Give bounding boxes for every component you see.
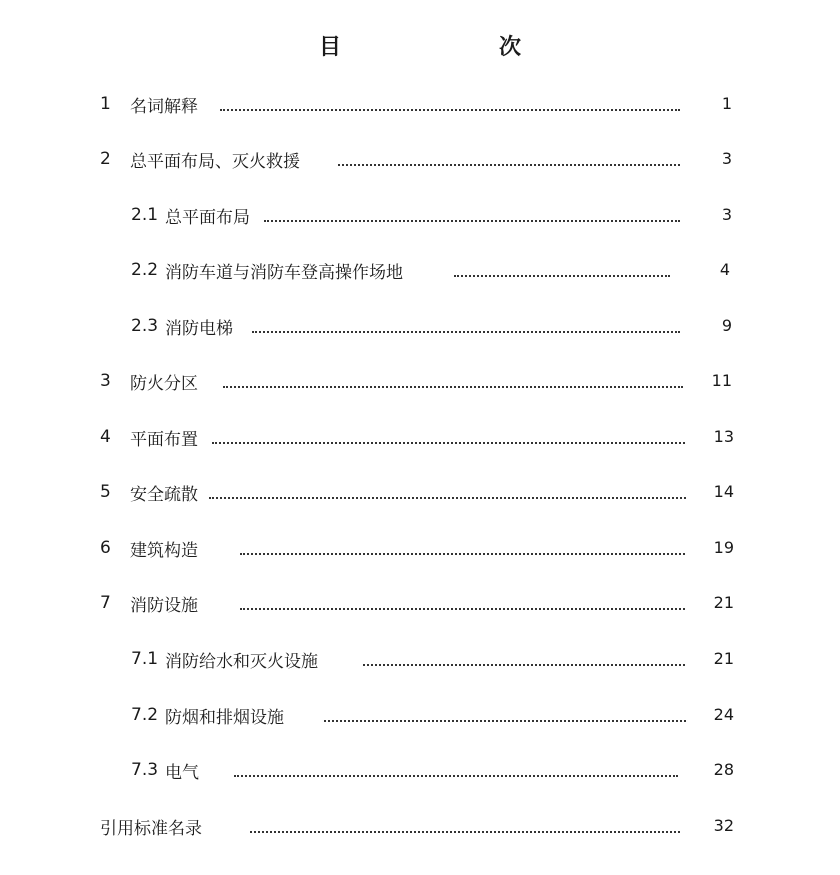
toc-entry-page: 28 [713, 760, 734, 779]
toc-entry-page: 14 [713, 482, 734, 501]
toc-entry-label: 平面布置 [130, 429, 198, 450]
toc-entry-page: 3 [721, 149, 732, 168]
toc-entry[interactable] [131, 255, 403, 285]
toc-leader [363, 664, 685, 666]
toc-entry[interactable] [131, 700, 284, 730]
toc-entry-page: 32 [713, 816, 734, 835]
toc-entry-page: 4 [719, 260, 730, 279]
toc-entry-number: 7.2 [131, 705, 159, 725]
toc-leader [324, 720, 686, 722]
toc-leader [209, 497, 686, 499]
toc-entry-number: 2.3 [131, 316, 159, 336]
toc-entry-number: 2 [100, 149, 111, 169]
toc-entry-page: 11 [711, 371, 732, 390]
toc-leader [220, 109, 680, 111]
toc-entry-page: 13 [713, 427, 734, 446]
toc-leader [240, 608, 685, 610]
toc-leader [223, 386, 683, 388]
toc-entry[interactable] [131, 755, 199, 785]
toc-leader [252, 331, 680, 333]
toc-entry[interactable] [100, 422, 198, 452]
toc-entry[interactable] [100, 533, 198, 563]
toc-entry-page: 21 [713, 593, 734, 612]
toc-entry-label: 防火分区 [130, 373, 198, 394]
toc-entry[interactable] [131, 644, 318, 674]
toc-leader [264, 220, 680, 222]
toc-leader [250, 831, 680, 833]
toc-entry[interactable] [100, 89, 198, 119]
toc-entry-label: 消防给水和灭火设施 [165, 651, 318, 672]
toc-leader [212, 442, 685, 444]
toc-entry-number: 2.2 [131, 260, 159, 280]
toc-entry[interactable] [100, 588, 198, 618]
toc-entry-page: 19 [713, 538, 734, 557]
toc-leader [234, 775, 678, 777]
toc-entry-page: 1 [721, 94, 732, 113]
toc-leader [338, 164, 680, 166]
toc-entry-label: 安全疏散 [130, 484, 198, 505]
toc-entry-number: 5 [100, 482, 111, 502]
toc-entry-page: 9 [721, 316, 732, 335]
toc-entry-number: 2.1 [131, 205, 159, 225]
toc-entry-label: 消防电梯 [165, 318, 233, 339]
toc-entry-label: 总平面布局 [165, 207, 250, 228]
toc-entry-page: 24 [713, 705, 734, 724]
toc-entry-label: 电气 [165, 762, 199, 783]
toc-entry-label: 引用标准名录 [100, 818, 202, 839]
toc-entry-number: 1 [100, 94, 111, 114]
toc-entry-number: 6 [100, 538, 111, 558]
toc-entry[interactable] [100, 477, 198, 507]
toc-entry-label: 消防车道与消防车登高操作场地 [165, 262, 403, 283]
page-title: 目 次 [318, 35, 559, 60]
toc-entry-number: 7 [100, 593, 111, 613]
toc-leader [454, 275, 670, 277]
toc-entry[interactable] [100, 366, 198, 396]
toc-entry[interactable] [131, 200, 250, 230]
toc-entry-label: 防烟和排烟设施 [165, 707, 284, 728]
toc-entry-page: 21 [713, 649, 734, 668]
toc-entry-label: 总平面布局、灭火救援 [130, 151, 300, 172]
toc-entry-number: 7.1 [131, 649, 159, 669]
toc-entry-label: 消防设施 [130, 595, 198, 616]
toc-entry[interactable] [100, 144, 300, 174]
toc-leader [240, 553, 685, 555]
toc-entry-number: 7.3 [131, 760, 159, 780]
toc-entry-label: 建筑构造 [130, 540, 198, 561]
toc-entry-number: 3 [100, 371, 111, 391]
toc-entry-number: 4 [100, 427, 111, 447]
toc-entry-page: 3 [721, 205, 732, 224]
toc-entry-label: 名词解释 [130, 96, 198, 117]
toc-entry[interactable] [131, 311, 233, 341]
toc-entry[interactable] [100, 811, 202, 841]
